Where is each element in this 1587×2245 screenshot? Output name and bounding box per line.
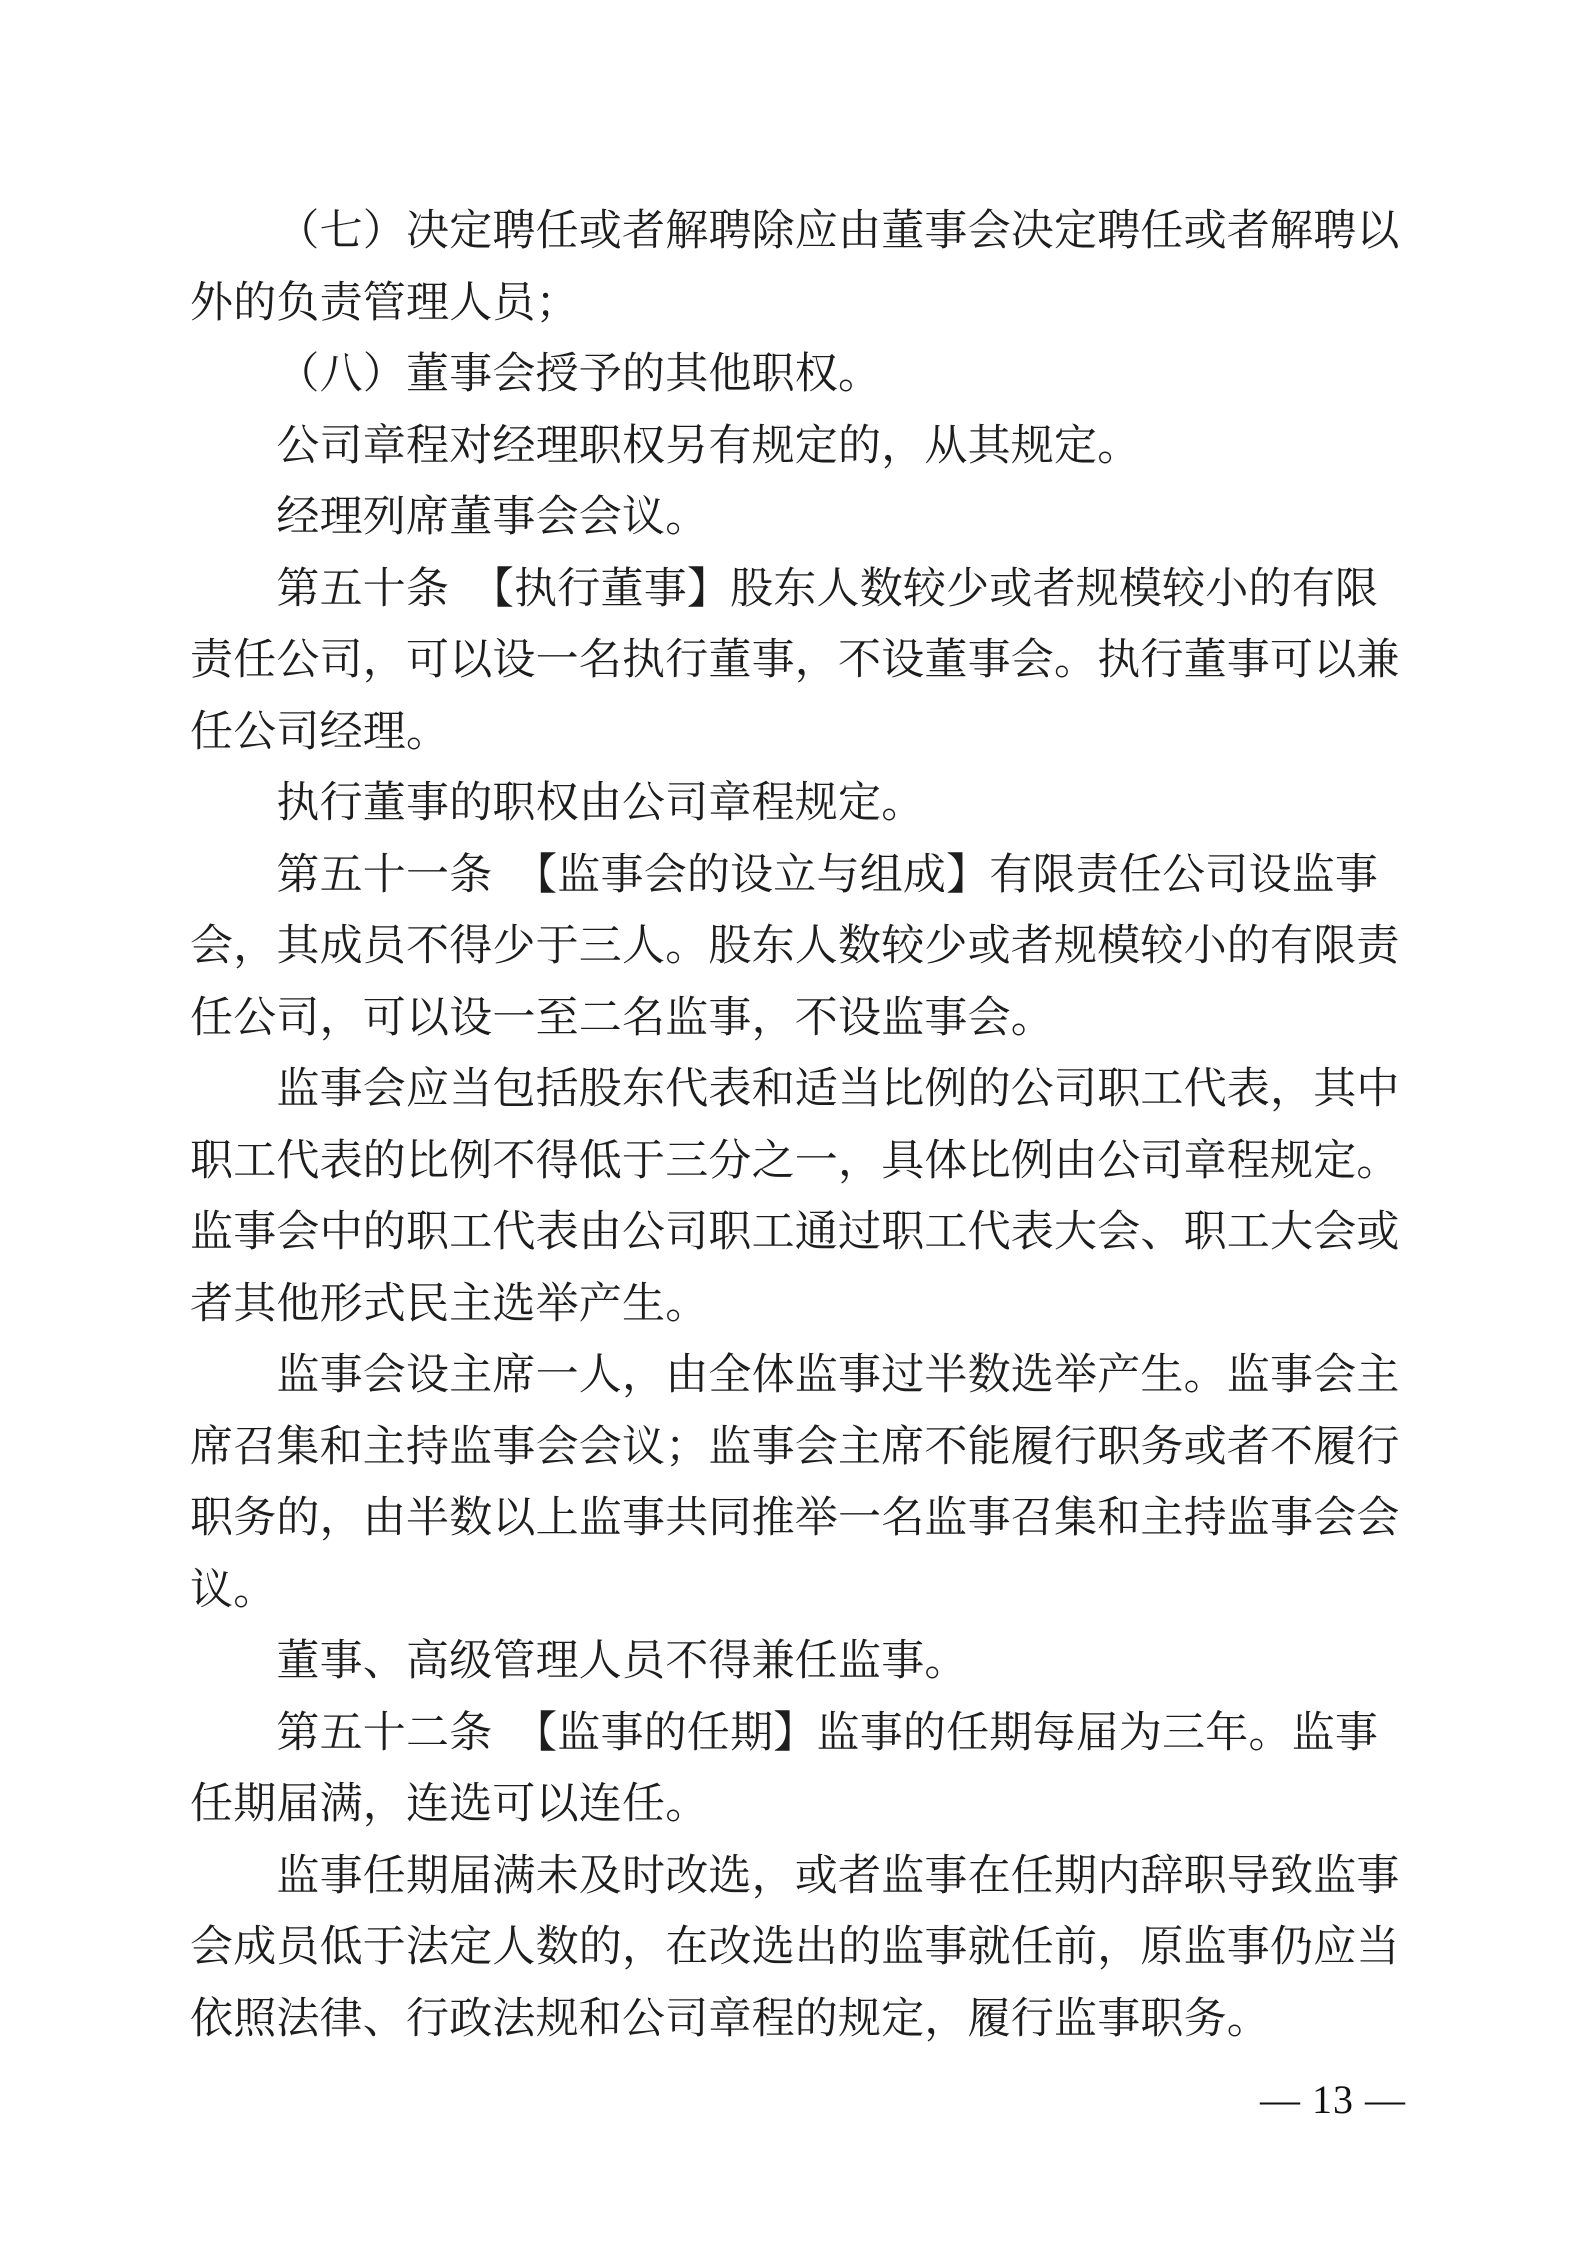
text-line: 任公司，可以设一至二名监事，不设监事会。 [190,994,1054,1042]
text-line: 职工代表的比例不得低于三分之一，具体比例由公司章程规定。 [190,1137,1400,1185]
text-line: 会，其成员不得少于三人。股东人数较少或者规模较小的有限责 [190,923,1400,970]
text-line: 监事会中的职工代表由公司职工通过职工代表大会、职工大会或 [190,1209,1400,1256]
text-line: 依照法律、行政法规和公司章程的规定，履行监事职务。 [190,1995,1270,2043]
text-line: 席召集和主持监事会会议；监事会主席不能履行职务或者不履行 [190,1423,1400,1471]
text-line: 任公司经理。 [190,708,450,756]
text-line: 者其他形式民主选举产生。 [190,1280,709,1328]
text-line: （七）决定聘任或者解聘除应由董事会决定聘任或者解聘以 [276,208,1400,255]
text-body [190,196,1402,2055]
text-line: 执行董事的职权由公司章程规定。 [276,780,925,827]
text-line: 第五十条 【执行董事】股东人数较少或者规模较小的有限 [276,565,1379,613]
text-line: 经理列席董事会会议。 [276,494,709,541]
text-line: 第五十一条 【监事会的设立与组成】有限责任公司设监事 [276,851,1379,899]
text-line: 监事会应当包括股东代表和适当比例的公司职工代表，其中 [276,1066,1400,1113]
text-line: 议。 [190,1566,277,1614]
text-line: 公司章程对经理职权另有规定的，从其规定。 [276,422,1141,470]
text-line: 外的负责管理人员； [190,279,579,327]
text-line: 监事会设主席一人，由全体监事过半数选举产生。监事会主 [276,1352,1400,1399]
text-line: 第五十二条 【监事的任期】监事的任期每届为三年。监事 [276,1709,1379,1757]
text-line: 董事、高级管理人员不得兼任监事。 [276,1638,968,1685]
text-line: 职务的，由半数以上监事共同推举一名监事召集和主持监事会会 [190,1495,1400,1542]
text-line: 责任公司，可以设一名执行董事，不设董事会。执行董事可以兼 [190,637,1400,684]
text-line: 任期届满，连选可以连任。 [190,1781,709,1828]
page-number: — 13 — [1260,2077,1406,2122]
text-line: 监事任期届满未及时改选，或者监事在任期内辞职导致监事 [276,1852,1400,1900]
text-line: （八）董事会授予的其他职权。 [276,351,882,398]
text-line: 会成员低于法定人数的，在改选出的监事就任前，原监事仍应当 [190,1924,1400,1971]
